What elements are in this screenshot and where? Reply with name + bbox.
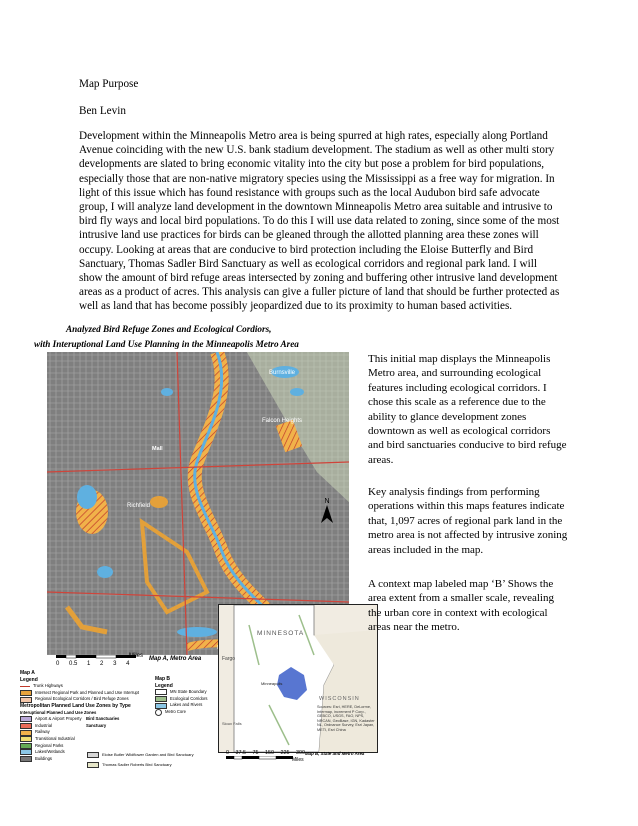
scale-num: 0 (56, 661, 60, 667)
legend-map-label: Map A (20, 670, 35, 676)
scale-num: 1 (87, 661, 91, 667)
legend-item (20, 690, 150, 697)
legend-swatch (20, 697, 32, 703)
legend-swatch (155, 709, 162, 716)
legend-label: Thomas Sadler Roberts Bird Sanctuary (102, 762, 172, 767)
legend-item (20, 736, 84, 743)
legend-bird-items (87, 750, 217, 770)
map-a-scale-bar (56, 653, 144, 667)
scale-num: 4 (126, 661, 130, 667)
legend-map-label: Map B (155, 676, 170, 682)
legend-item (155, 696, 217, 703)
legend-swatch (155, 689, 167, 695)
north-arrow (321, 498, 333, 525)
scale-num: 225 (280, 750, 290, 756)
legend-zone-heading: Metropolitan Planned Land Use Zones by Type (20, 702, 131, 709)
legend-label: Metro Core (165, 709, 186, 715)
scale-unit: Miles (129, 653, 144, 659)
legend-label: Intersect Regional Park and Planned Land Use Interrupt (35, 689, 140, 695)
legend-item (155, 689, 217, 696)
legend-swatch (20, 743, 32, 749)
side-text-1: This initial map displays the Minneapolis Metro area, and surrounding ecological features including ecological corridors. I chose this scale as a reference due to the ability to glance development zones downtown as well as ecological corridors and bird sanctuaries conducive to bird refuge areas. (368, 353, 567, 466)
legend-swatch (20, 716, 32, 722)
north-label: N (324, 498, 330, 505)
scale-num: 3 (113, 661, 117, 667)
legend-label: Regional Ecological Corridors / Bird Refuge Zones (35, 696, 129, 702)
scale-num: 0 (226, 750, 229, 756)
legend-label: Trunk Highways (33, 683, 63, 689)
map-a-caption: Map A, Metro Area (149, 656, 202, 662)
legend-label: Railway (35, 729, 50, 735)
legend-item (20, 723, 84, 730)
legend-zone-subheading: Interuptional Planned Land Use Zones (20, 709, 97, 715)
legend-heading: Legend (20, 676, 38, 683)
legend-swatch (155, 703, 167, 709)
figure-title-line2: with Interuptional Land Use Planning in the Minneapolis Metro Area (34, 339, 299, 349)
legend-swatch (20, 730, 32, 736)
legend-bird-heading: Bird Sanctuaries (86, 716, 120, 722)
map-b-scale-unit: Miles (292, 757, 304, 763)
scale-num: 0.5 (69, 661, 78, 667)
legend-label: Lakes/Wetlands (35, 749, 65, 755)
legend-item (20, 749, 84, 756)
north-arrow-icon (321, 505, 333, 523)
map-b-label-minneapolis: Minneapolis (261, 681, 283, 686)
map-a-label-richfield: Richfield (127, 503, 151, 509)
legend-item (20, 696, 150, 703)
legend-label: Industrial (35, 722, 52, 728)
heading-map-purpose: Map Purpose (79, 78, 139, 90)
legend-item (155, 702, 217, 709)
map-a-label-falcon-heights: Falcon Heights (262, 418, 303, 424)
legend-label: Eloise Butler Wildflower Garden and Bird Sanctuary (102, 752, 194, 757)
figure-title-line1: Analyzed Bird Refuge Zones and Ecological Cordiors, (66, 324, 272, 334)
scale-num: 300 (296, 750, 305, 756)
scale-num: 2 (100, 661, 104, 667)
legend-item (20, 729, 84, 736)
legend-swatch (20, 686, 30, 687)
map-b-caption: Map B, State and Metro Area (305, 751, 365, 756)
legend-label: Ecological Corridors (170, 695, 208, 701)
legend-heading: Legend (155, 682, 173, 689)
legend-item (155, 709, 217, 716)
legend-label: Transitional Industrial (35, 735, 75, 741)
legend-swatch (87, 762, 99, 768)
legend-swatch (87, 752, 99, 758)
map-a-label-mall: Mall (152, 446, 163, 452)
scale-num: 150 (265, 750, 274, 756)
legend-label: Lakes and Rivers (170, 702, 203, 708)
map-a-label-burnsville: Burnsville (269, 370, 296, 376)
legend-label: MN State Boundary (170, 689, 207, 695)
map-b-state-area (218, 604, 378, 753)
map-b-label-wisconsin: WISCONSIN (319, 696, 360, 702)
legend-swatch (155, 696, 167, 702)
legend-item (20, 756, 84, 763)
legend-item (20, 683, 150, 690)
side-text-2: Key analysis findings from performing operations within this maps features indicate that, 1,097 acres of regional park land in the metro area is not affected by intrusive zoning areas included in the map. (368, 486, 568, 556)
legend-swatch (20, 690, 32, 696)
scale-bar-graphic (226, 756, 294, 760)
legend-label: Buildings (35, 755, 52, 761)
legend-item (20, 743, 84, 750)
legend-swatch (20, 736, 32, 742)
legend-label: Airport & Airport Property (35, 716, 82, 722)
scale-num: 37.5 (235, 750, 246, 756)
map-b-label-sioux: Sioux Falls (222, 721, 242, 726)
map-b-credits: Sources: Esri, HERE, DeLorme, Intermap, increment P Corp., GEBCO, USGS, FAO, NPS, NRCAN, GeoBase, IGN, Kadaster NL, Ordnance Survey, Esri Japan, METI, Esri China (317, 705, 375, 732)
legend-item (87, 760, 217, 770)
legend-swatch (20, 749, 32, 755)
legend-item (87, 750, 217, 760)
side-text-3: A context map labeled map ‘B’ Shows the area extent from a smaller scale, revealing the urban core in context with ecological areas near the metro. (368, 578, 554, 634)
scale-bar-graphic (56, 655, 136, 659)
legend-bird-subheading: Sanctuary (86, 722, 107, 728)
map-b-graphic (219, 605, 377, 752)
legend-swatch (20, 756, 32, 762)
map-b-label-fargo: Fargo (222, 656, 236, 662)
legend-label: Regional Parks (35, 742, 64, 748)
scale-num: 75 (252, 750, 259, 756)
author-name: Ben Levin (79, 105, 126, 117)
body-paragraph: Development within the Minneapolis Metro area is being spurred at high rates, especially along Portland Avenue coinciding with the new U.S. bank stadium development. The stadium as well as other multi story developments are slated to bring economic vitality into the city but pose a problem for bird populations, especially those that are non-native migratory species using the Mississippi as a free way for migration. In light of this issue which has found resistance with groups such as the local Audubon bird safe advocate group, I will analyze land development in the downtown Minneapolis Metro area suitable and intrusive to bird fly ways and local bird populations. To do this I will use data related to zoning, since some of the most intrusive land use practices for birds can be gleaned through the allotted planning area these zones will occupy. Looking at areas that are conducive to bird protection including the Eloise Butterfly and Bird Sanctuary, Thomas Sadler Bird Sanctuary as well as ecological corridors and regional park land. I will show the amount of bird refuge areas intersected by zoning and buffering other intrusive land development areas as a product of acres. This analysis can give a fuller picture of land that should be further protected as well as land that has become possibly jeopardized due to its proximity to human based activities. (79, 130, 560, 313)
legend-item (20, 716, 84, 723)
map-b-label-minnesota: MINNESOTA (257, 630, 305, 637)
legend-swatch (20, 723, 32, 729)
map-a-legend (20, 670, 150, 762)
map-b-legend (155, 676, 217, 716)
